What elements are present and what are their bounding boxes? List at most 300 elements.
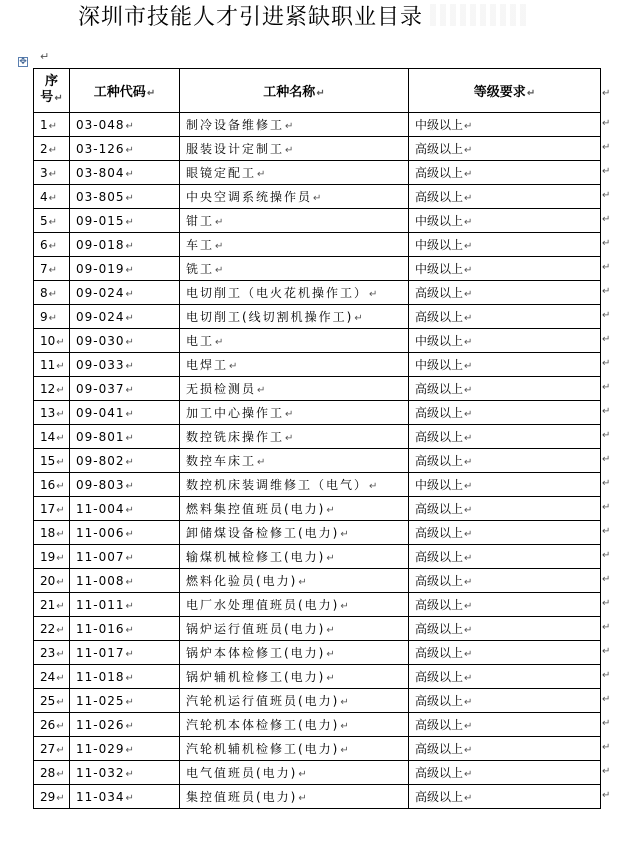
paragraph-mark-icon: ↵ xyxy=(48,240,58,252)
cell-seq: 7↵ xyxy=(34,257,70,281)
cell-code: 09-033↵ xyxy=(70,353,180,377)
table-row xyxy=(34,281,601,305)
paragraph-mark-icon: ↵ xyxy=(56,480,65,492)
cell-level: 高级以上↵ xyxy=(409,185,601,209)
paragraph-mark-icon: ↵ xyxy=(48,264,58,276)
cell-code: 09-803↵ xyxy=(70,473,180,497)
paragraph-mark-icon: ↵ xyxy=(464,697,473,708)
header-name: 工种名称↵ xyxy=(180,69,409,113)
paragraph-mark-icon: ↵ xyxy=(125,216,135,228)
cell-seq: 27↵ xyxy=(34,737,70,761)
paragraph-mark-icon: ↵ xyxy=(54,93,63,104)
paragraph-mark-icon: ↵ xyxy=(125,576,135,588)
cell-name: 锅炉运行值班员(电力)↵ xyxy=(180,617,409,641)
table-row xyxy=(34,593,601,617)
table-row xyxy=(34,305,601,329)
cell-seq: 20↵ xyxy=(34,569,70,593)
paragraph-mark-icon: ↵ xyxy=(285,145,296,156)
paragraph-mark-icon: ↵ xyxy=(464,217,473,228)
paragraph-mark-icon: ↵ xyxy=(125,528,135,540)
paragraph-mark-icon: ↵ xyxy=(215,217,226,228)
paragraph-mark-icon: ↵ xyxy=(56,792,65,804)
paragraph-mark-icon: ↵ xyxy=(48,288,58,300)
paragraph-mark-icon: ↵ xyxy=(602,382,611,393)
paragraph-mark-icon: ↵ xyxy=(340,601,351,612)
paragraph-mark-icon: ↵ xyxy=(125,696,135,708)
paragraph-mark-icon: ↵ xyxy=(56,528,65,540)
paragraph-mark-icon: ↵ xyxy=(125,720,135,732)
paragraph-mark-icon: ↵ xyxy=(464,505,473,516)
paragraph-mark-icon: ↵ xyxy=(602,358,611,369)
paragraph-mark-icon: ↵ xyxy=(215,241,226,252)
cell-name: 电切削工（电火花机操作工）↵ xyxy=(180,281,409,305)
paragraph-mark-icon: ↵ xyxy=(464,553,473,564)
paragraph-mark-icon: ↵ xyxy=(125,168,135,180)
cell-code: 11-029↵ xyxy=(70,737,180,761)
paragraph-mark-icon: ↵ xyxy=(340,529,351,540)
table-row xyxy=(34,257,601,281)
cell-level: 高级以上↵ xyxy=(409,761,601,785)
table-row xyxy=(34,113,601,137)
cell-level: 中级以上↵ xyxy=(409,353,601,377)
cell-level: 高级以上↵ xyxy=(409,665,601,689)
paragraph-mark-icon: ↵ xyxy=(257,457,268,468)
cell-level: 高级以上↵ xyxy=(409,569,601,593)
table-row xyxy=(34,377,601,401)
paragraph-mark-icon: ↵ xyxy=(48,144,58,156)
paragraph-mark-icon: ↵ xyxy=(48,312,58,324)
cell-seq: 14↵ xyxy=(34,425,70,449)
cell-code: 11-018↵ xyxy=(70,665,180,689)
paragraph-mark-icon: ↵ xyxy=(464,625,473,636)
cell-seq: 26↵ xyxy=(34,713,70,737)
paragraph-mark-icon: ↵ xyxy=(56,576,65,588)
paragraph-mark-icon: ↵ xyxy=(464,769,473,780)
paragraph-mark-icon: ↵ xyxy=(602,670,611,681)
paragraph-mark-icon: ↵ xyxy=(229,361,240,372)
cell-name: 电工↵ xyxy=(180,329,409,353)
cell-level: 高级以上↵ xyxy=(409,401,601,425)
cell-level: 高级以上↵ xyxy=(409,449,601,473)
paragraph-mark-icon: ↵ xyxy=(464,529,473,540)
cell-name: 制冷设备维修工↵ xyxy=(180,113,409,137)
cell-level: 高级以上↵ xyxy=(409,305,601,329)
cell-seq: 22↵ xyxy=(34,617,70,641)
paragraph-mark-icon: ↵ xyxy=(146,88,156,99)
cell-name: 中央空调系统操作员↵ xyxy=(180,185,409,209)
paragraph-mark-icon: ↵ xyxy=(48,168,58,180)
table-row xyxy=(34,521,601,545)
table-row xyxy=(34,545,601,569)
cell-code: 09-024↵ xyxy=(70,305,180,329)
paragraph-mark-icon: ↵ xyxy=(602,406,611,417)
paragraph-mark-icon: ↵ xyxy=(602,88,611,99)
cell-seq: 12↵ xyxy=(34,377,70,401)
paragraph-mark-icon: ↵ xyxy=(464,745,473,756)
paragraph-mark-icon: ↵ xyxy=(125,480,135,492)
paragraph-mark-icon: ↵ xyxy=(464,169,473,180)
cell-level: 中级以上↵ xyxy=(409,209,601,233)
paragraph-mark-icon: ↵ xyxy=(464,385,473,396)
table-row xyxy=(34,425,601,449)
header-seq: 序 号↵ xyxy=(34,69,70,113)
cell-level: 高级以上↵ xyxy=(409,785,601,809)
cell-code: 09-037↵ xyxy=(70,377,180,401)
paragraph-mark-icon: ↵ xyxy=(326,505,337,516)
paragraph-mark-icon: ↵ xyxy=(298,793,309,804)
cell-seq: 1↵ xyxy=(34,113,70,137)
header-code: 工种代码↵ xyxy=(70,69,180,113)
paragraph-mark-icon: ↵ xyxy=(602,214,611,225)
cell-name: 燃料集控值班员(电力)↵ xyxy=(180,497,409,521)
paragraph-mark-icon: ↵ xyxy=(340,697,351,708)
cell-seq: 19↵ xyxy=(34,545,70,569)
paragraph-mark-icon: ↵ xyxy=(298,577,309,588)
cell-name: 数控车床工↵ xyxy=(180,449,409,473)
table-row xyxy=(34,233,601,257)
cell-code: 03-804↵ xyxy=(70,161,180,185)
paragraph-mark-icon: ↵ xyxy=(464,361,473,372)
paragraph-mark-icon: ↵ xyxy=(56,648,65,660)
cell-level: 中级以上↵ xyxy=(409,113,601,137)
paragraph-mark-icon: ↵ xyxy=(602,718,611,729)
paragraph-mark-icon: ↵ xyxy=(125,288,135,300)
paragraph-mark-icon: ↵ xyxy=(602,766,611,777)
paragraph-mark-icon: ↵ xyxy=(125,456,135,468)
paragraph-mark-icon: ↵ xyxy=(464,481,473,492)
paragraph-mark-icon: ↵ xyxy=(125,120,135,132)
cell-name: 车工↵ xyxy=(180,233,409,257)
cell-seq: 29↵ xyxy=(34,785,70,809)
paragraph-mark-icon: ↵ xyxy=(326,673,337,684)
paragraph-mark-icon: ↵ xyxy=(56,696,65,708)
paragraph-mark-icon: ↵ xyxy=(326,553,337,564)
paragraph-mark-icon: ↵ xyxy=(56,672,65,684)
cell-code: 09-801↵ xyxy=(70,425,180,449)
document-title: 深圳市技能人才引进紧缺职业目录 xyxy=(78,5,424,30)
cell-code: 03-048↵ xyxy=(70,113,180,137)
paragraph-mark-icon: ↵ xyxy=(125,648,135,660)
paragraph-mark-icon: ↵ xyxy=(125,360,135,372)
paragraph-mark-icon: ↵ xyxy=(125,432,135,444)
paragraph-mark-icon: ↵ xyxy=(125,624,135,636)
table-row xyxy=(34,569,601,593)
cell-seq: 28↵ xyxy=(34,761,70,785)
cell-level: 高级以上↵ xyxy=(409,617,601,641)
cell-code: 09-019↵ xyxy=(70,257,180,281)
cell-name: 锅炉辅机检修工(电力)↵ xyxy=(180,665,409,689)
cell-name: 钳工↵ xyxy=(180,209,409,233)
cell-name: 加工中心操作工↵ xyxy=(180,401,409,425)
cell-code: 09-018↵ xyxy=(70,233,180,257)
cell-name: 电切削工(线切割机操作工)↵ xyxy=(180,305,409,329)
paragraph-mark-icon: ↵ xyxy=(526,88,536,99)
table-row xyxy=(34,665,601,689)
paragraph-mark-icon: ↵ xyxy=(464,673,473,684)
cell-level: 高级以上↵ xyxy=(409,161,601,185)
cell-seq: 3↵ xyxy=(34,161,70,185)
table-row xyxy=(34,713,601,737)
cell-code: 03-126↵ xyxy=(70,137,180,161)
cell-seq: 9↵ xyxy=(34,305,70,329)
cell-level: 高级以上↵ xyxy=(409,641,601,665)
cell-seq: 24↵ xyxy=(34,665,70,689)
paragraph-mark-icon: ↵ xyxy=(257,169,268,180)
cell-level: 高级以上↵ xyxy=(409,137,601,161)
paragraph-mark-icon: ↵ xyxy=(464,289,473,300)
paragraph-mark-icon: ↵ xyxy=(56,504,65,516)
cell-code: 11-026↵ xyxy=(70,713,180,737)
table-row xyxy=(34,497,601,521)
cell-code: 11-032↵ xyxy=(70,761,180,785)
cell-level: 高级以上↵ xyxy=(409,521,601,545)
cell-name: 无损检测员↵ xyxy=(180,377,409,401)
paragraph-mark-icon: ↵ xyxy=(369,289,380,300)
cell-level: 高级以上↵ xyxy=(409,281,601,305)
paragraph-mark-icon: ↵ xyxy=(464,121,473,132)
cell-name: 卸储煤设备检修工(电力)↵ xyxy=(180,521,409,545)
header-level: 等级要求↵ xyxy=(409,69,601,113)
table-header-row xyxy=(34,69,601,113)
table-row xyxy=(34,785,601,809)
paragraph-mark-icon: ↵ xyxy=(56,720,65,732)
paragraph-mark-icon: ↵ xyxy=(602,334,611,345)
paragraph-mark-icon: ↵ xyxy=(340,745,351,756)
paragraph-mark-icon: ↵ xyxy=(125,552,135,564)
paragraph-mark-icon: ↵ xyxy=(125,408,135,420)
paragraph-mark-icon: ↵ xyxy=(602,742,611,753)
cell-level: 高级以上↵ xyxy=(409,377,601,401)
paragraph-mark-icon: ↵ xyxy=(316,88,325,99)
cell-level: 中级以上↵ xyxy=(409,473,601,497)
paragraph-mark-icon: ↵ xyxy=(602,526,611,537)
cell-seq: 2↵ xyxy=(34,137,70,161)
cell-code: 11-011↵ xyxy=(70,593,180,617)
paragraph-mark-icon: ↵ xyxy=(464,409,473,420)
cell-name: 电厂水处理值班员(电力)↵ xyxy=(180,593,409,617)
paragraph-mark-icon: ↵ xyxy=(125,768,135,780)
table-row xyxy=(34,137,601,161)
cell-name: 燃料化验员(电力)↵ xyxy=(180,569,409,593)
cell-code: 11-025↵ xyxy=(70,689,180,713)
paragraph-mark-icon: ↵ xyxy=(602,550,611,561)
paragraph-mark-icon: ↵ xyxy=(125,384,135,396)
cell-seq: 6↵ xyxy=(34,233,70,257)
cell-code: 11-017↵ xyxy=(70,641,180,665)
cell-seq: 4↵ xyxy=(34,185,70,209)
cell-name: 服装设计定制工↵ xyxy=(180,137,409,161)
paragraph-mark-icon: ↵ xyxy=(602,598,611,609)
cell-level: 中级以上↵ xyxy=(409,329,601,353)
paragraph-mark-icon: ↵ xyxy=(125,240,135,252)
paragraph-mark-icon: ↵ xyxy=(285,409,296,420)
paragraph-mark-icon: ↵ xyxy=(125,672,135,684)
cell-code: 11-034↵ xyxy=(70,785,180,809)
cell-level: 中级以上↵ xyxy=(409,233,601,257)
paragraph-mark-icon: ↵ xyxy=(602,502,611,513)
cell-name: 锅炉本体检修工(电力)↵ xyxy=(180,641,409,665)
table-row xyxy=(34,329,601,353)
cell-name: 眼镜定配工↵ xyxy=(180,161,409,185)
cell-seq: 17↵ xyxy=(34,497,70,521)
cell-name: 电气值班员(电力)↵ xyxy=(180,761,409,785)
paragraph-mark-icon: ↵ xyxy=(464,601,473,612)
paragraph-mark-icon: ↵ xyxy=(602,142,611,153)
cell-name: 输煤机械检修工(电力)↵ xyxy=(180,545,409,569)
table-row xyxy=(34,689,601,713)
paragraph-mark-icon: ↵ xyxy=(464,265,473,276)
cell-level: 高级以上↵ xyxy=(409,737,601,761)
cell-level: 高级以上↵ xyxy=(409,425,601,449)
cell-seq: 13↵ xyxy=(34,401,70,425)
paragraph-mark-icon: ↵ xyxy=(602,622,611,633)
table-row xyxy=(34,209,601,233)
table-row xyxy=(34,617,601,641)
paragraph-mark-icon: ↵ xyxy=(125,264,135,276)
paragraph-mark-icon: ↵ xyxy=(464,721,473,732)
paragraph-mark-icon: ↵ xyxy=(464,337,473,348)
table-row xyxy=(34,449,601,473)
paragraph-mark-icon: ↵ xyxy=(602,262,611,273)
cell-level: 中级以上↵ xyxy=(409,257,601,281)
cell-seq: 16↵ xyxy=(34,473,70,497)
cell-code: 09-024↵ xyxy=(70,281,180,305)
table-row xyxy=(34,641,601,665)
paragraph-mark-icon: ↵ xyxy=(56,360,65,372)
paragraph-mark-icon: ↵ xyxy=(602,574,611,585)
paragraph-mark-icon: ↵ xyxy=(40,50,50,63)
cell-code: 09-041↵ xyxy=(70,401,180,425)
paragraph-mark-icon: ↵ xyxy=(56,624,65,636)
paragraph-mark-icon: ↵ xyxy=(464,793,473,804)
paragraph-mark-icon: ↵ xyxy=(464,145,473,156)
paragraph-mark-icon: ↵ xyxy=(602,646,611,657)
cell-code: 09-015↵ xyxy=(70,209,180,233)
paragraph-mark-icon: ↵ xyxy=(56,384,65,396)
paragraph-mark-icon: ↵ xyxy=(602,190,611,201)
paragraph-mark-icon: ↵ xyxy=(602,166,611,177)
paragraph-mark-icon: ↵ xyxy=(354,313,365,324)
cell-seq: 23↵ xyxy=(34,641,70,665)
table-row xyxy=(34,161,601,185)
paragraph-mark-icon: ↵ xyxy=(326,625,337,636)
paragraph-mark-icon: ↵ xyxy=(313,193,324,204)
paragraph-mark-icon: ↵ xyxy=(215,337,226,348)
cell-level: 高级以上↵ xyxy=(409,689,601,713)
cell-seq: 5↵ xyxy=(34,209,70,233)
table-row xyxy=(34,401,601,425)
paragraph-mark-icon: ↵ xyxy=(56,336,65,348)
paragraph-mark-icon: ↵ xyxy=(125,312,135,324)
cell-code: 09-802↵ xyxy=(70,449,180,473)
paragraph-mark-icon: ↵ xyxy=(602,478,611,489)
table-row xyxy=(34,761,601,785)
paragraph-mark-icon: ↵ xyxy=(285,121,296,132)
paragraph-mark-icon: ↵ xyxy=(464,241,473,252)
cell-seq: 11↵ xyxy=(34,353,70,377)
cell-name: 电焊工↵ xyxy=(180,353,409,377)
paragraph-mark-icon: ↵ xyxy=(602,430,611,441)
table-body xyxy=(34,113,601,809)
cell-code: 11-006↵ xyxy=(70,521,180,545)
paragraph-mark-icon: ↵ xyxy=(602,118,611,129)
cell-seq: 15↵ xyxy=(34,449,70,473)
paragraph-mark-icon: ↵ xyxy=(602,286,611,297)
paragraph-mark-icon: ↵ xyxy=(125,600,135,612)
paragraph-mark-icon: ↵ xyxy=(56,432,65,444)
paragraph-mark-icon: ↵ xyxy=(56,744,65,756)
paragraph-mark-icon: ↵ xyxy=(125,792,135,804)
occupation-table xyxy=(33,68,601,809)
faded-watermark xyxy=(430,4,526,26)
paragraph-mark-icon: ↵ xyxy=(602,694,611,705)
paragraph-mark-icon: ↵ xyxy=(48,120,58,132)
cell-level: 高级以上↵ xyxy=(409,545,601,569)
paragraph-mark-icon: ↵ xyxy=(125,144,135,156)
cell-level: 高级以上↵ xyxy=(409,593,601,617)
cell-code: 11-004↵ xyxy=(70,497,180,521)
cell-code: 09-030↵ xyxy=(70,329,180,353)
paragraph-mark-icon: ↵ xyxy=(56,600,65,612)
cell-code: 11-008↵ xyxy=(70,569,180,593)
paragraph-mark-icon: ↵ xyxy=(602,238,611,249)
paragraph-mark-icon: ↵ xyxy=(215,265,226,276)
cell-name: 汽轮机本体检修工(电力)↵ xyxy=(180,713,409,737)
paragraph-mark-icon: ↵ xyxy=(464,313,473,324)
paragraph-mark-icon: ↵ xyxy=(326,649,337,660)
paragraph-mark-icon: ↵ xyxy=(56,768,65,780)
cell-code: 11-007↵ xyxy=(70,545,180,569)
paragraph-mark-icon: ↵ xyxy=(56,456,65,468)
paragraph-mark-icon: ↵ xyxy=(125,192,135,204)
paragraph-mark-icon: ↵ xyxy=(257,385,268,396)
paragraph-mark-icon: ↵ xyxy=(602,790,611,801)
paragraph-mark-icon: ↵ xyxy=(340,721,351,732)
paragraph-mark-icon: ↵ xyxy=(602,454,611,465)
cell-name: 集控值班员(电力)↵ xyxy=(180,785,409,809)
paragraph-mark-icon: ↵ xyxy=(285,433,296,444)
paragraph-mark-icon: ↵ xyxy=(125,504,135,516)
cell-level: 高级以上↵ xyxy=(409,713,601,737)
paragraph-mark-icon: ↵ xyxy=(125,336,135,348)
cell-name: 数控机床装调维修工（电气）↵ xyxy=(180,473,409,497)
cell-name: 汽轮机辅机检修工(电力)↵ xyxy=(180,737,409,761)
paragraph-mark-icon: ↵ xyxy=(464,193,473,204)
paragraph-mark-icon: ↵ xyxy=(56,408,65,420)
cell-seq: 25↵ xyxy=(34,689,70,713)
paragraph-mark-icon: ↵ xyxy=(48,192,58,204)
cell-code: 03-805↵ xyxy=(70,185,180,209)
cell-seq: 10↵ xyxy=(34,329,70,353)
table-row xyxy=(34,185,601,209)
table-row xyxy=(34,737,601,761)
table-row xyxy=(34,473,601,497)
paragraph-mark-icon: ↵ xyxy=(464,433,473,444)
cell-level: 高级以上↵ xyxy=(409,497,601,521)
cell-seq: 18↵ xyxy=(34,521,70,545)
paragraph-mark-icon: ↵ xyxy=(464,649,473,660)
paragraph-mark-icon: ↵ xyxy=(464,457,473,468)
cell-name: 汽轮机运行值班员(电力)↵ xyxy=(180,689,409,713)
table-move-handle-icon[interactable]: ✥ xyxy=(19,57,27,67)
paragraph-mark-icon: ↵ xyxy=(298,769,309,780)
table-row xyxy=(34,353,601,377)
cell-name: 数控铣床操作工↵ xyxy=(180,425,409,449)
paragraph-mark-icon: ↵ xyxy=(125,744,135,756)
paragraph-mark-icon: ↵ xyxy=(48,216,58,228)
paragraph-mark-icon: ↵ xyxy=(464,577,473,588)
paragraph-mark-icon: ↵ xyxy=(369,481,380,492)
